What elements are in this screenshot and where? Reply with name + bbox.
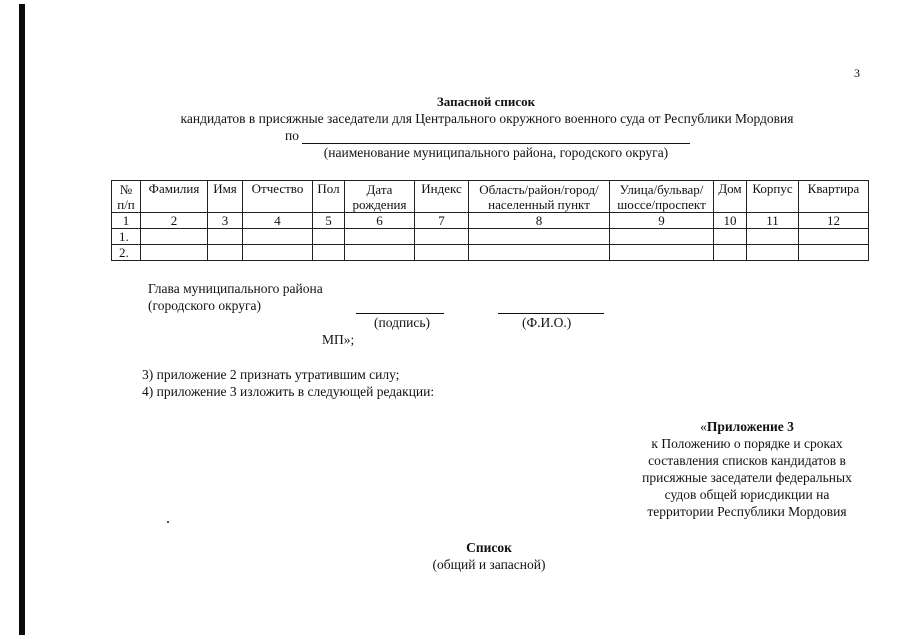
- clause-item-4: 4) приложение 3 изложить в следующей редакции:: [142, 384, 435, 399]
- table-cell: [345, 229, 415, 245]
- column-number: 10: [714, 213, 747, 229]
- head-title-line-1: Глава муниципального района: [148, 281, 323, 296]
- signature-caption: (подпись): [374, 315, 431, 330]
- table-cell: [469, 229, 610, 245]
- column-number: 11: [747, 213, 799, 229]
- page-number: 3: [854, 66, 860, 80]
- appendix-line: судов общей юрисдикции на: [664, 487, 830, 502]
- candidates-table: [111, 180, 869, 261]
- col-header-patronymic: Отчество: [243, 181, 313, 213]
- table-cell: [313, 229, 345, 245]
- table-cell: [208, 245, 243, 261]
- table-cell: [313, 245, 345, 261]
- table-cell: [415, 245, 469, 261]
- col-header-number: № п/п: [112, 181, 141, 213]
- table-cell: [141, 229, 208, 245]
- table-cell: [714, 229, 747, 245]
- table-row: [112, 245, 869, 261]
- list-subtitle: (общий и запасной): [432, 557, 546, 572]
- table-cell: [610, 245, 714, 261]
- table-cell: [799, 229, 869, 245]
- scan-speck: [167, 521, 169, 523]
- scan-edge-bar: [19, 4, 25, 635]
- table-header-row: [112, 181, 869, 213]
- col-header-street: Улица/бульвар/ шоссе/проспект: [610, 181, 714, 213]
- table-cell: [243, 229, 313, 245]
- signature-blank-line: [356, 313, 444, 314]
- column-number: 2: [141, 213, 208, 229]
- head-title-line-2: (городского округа): [148, 298, 262, 313]
- table-cell: [610, 229, 714, 245]
- table-cell: [243, 245, 313, 261]
- appendix-line: составления списков кандидатов в: [648, 453, 846, 468]
- col-header-surname: Фамилия: [141, 181, 208, 213]
- municipality-blank-line: [302, 143, 690, 144]
- col-header-apartment: Квартира: [799, 181, 869, 213]
- fio-caption: (Ф.И.О.): [522, 315, 572, 330]
- col-header-house: Дом: [714, 181, 747, 213]
- table-cell: [208, 229, 243, 245]
- opening-quote: «: [700, 419, 707, 434]
- appendix-line: присяжные заседатели федеральных: [642, 470, 852, 485]
- appendix-title: Приложение 3: [706, 419, 794, 434]
- table-cell: [747, 229, 799, 245]
- col-header-name: Имя: [208, 181, 243, 213]
- column-number: 12: [799, 213, 869, 229]
- column-number: 4: [243, 213, 313, 229]
- table-cell: [141, 245, 208, 261]
- table-cell: [747, 245, 799, 261]
- appendix-line: территории Республики Мордовия: [647, 504, 847, 519]
- row-number: 1.: [112, 229, 141, 245]
- column-number: 3: [208, 213, 243, 229]
- stamp-place-label: МП»;: [322, 332, 355, 347]
- col-header-index: Индекс: [415, 181, 469, 213]
- col-header-birthdate: Дата рождения: [345, 181, 415, 213]
- table-cell: [469, 245, 610, 261]
- clause-item-3: 3) приложение 2 признать утратившим силу;: [142, 367, 400, 382]
- col-header-region: Область/район/город/ населенный пункт: [469, 181, 610, 213]
- row-number: 2.: [112, 245, 141, 261]
- column-number: 8: [469, 213, 610, 229]
- municipality-caption: (наименование муниципального района, городского округа): [323, 145, 669, 160]
- document-subtitle: кандидатов в присяжные заседатели для Центрального окружного военного суда от Республики Мордовия: [180, 111, 794, 126]
- document-title: Запасной список: [436, 94, 536, 109]
- table-cell: [415, 229, 469, 245]
- column-number: 5: [313, 213, 345, 229]
- appendix-title-line: [616, 418, 878, 435]
- column-number: 7: [415, 213, 469, 229]
- table-cell: [799, 245, 869, 261]
- po-label: по: [285, 128, 299, 143]
- appendix-heading-block: [616, 418, 878, 520]
- column-number: 6: [345, 213, 415, 229]
- table-row: [112, 229, 869, 245]
- column-number: 1: [112, 213, 141, 229]
- table-cell: [345, 245, 415, 261]
- col-header-sex: Пол: [313, 181, 345, 213]
- fio-blank-line: [498, 313, 604, 314]
- appendix-line: к Положению о порядке и сроках: [651, 436, 843, 451]
- col-header-building: Корпус: [747, 181, 799, 213]
- list-title: Список: [466, 540, 512, 555]
- column-number: 9: [610, 213, 714, 229]
- column-number-row: [112, 213, 869, 229]
- table-cell: [714, 245, 747, 261]
